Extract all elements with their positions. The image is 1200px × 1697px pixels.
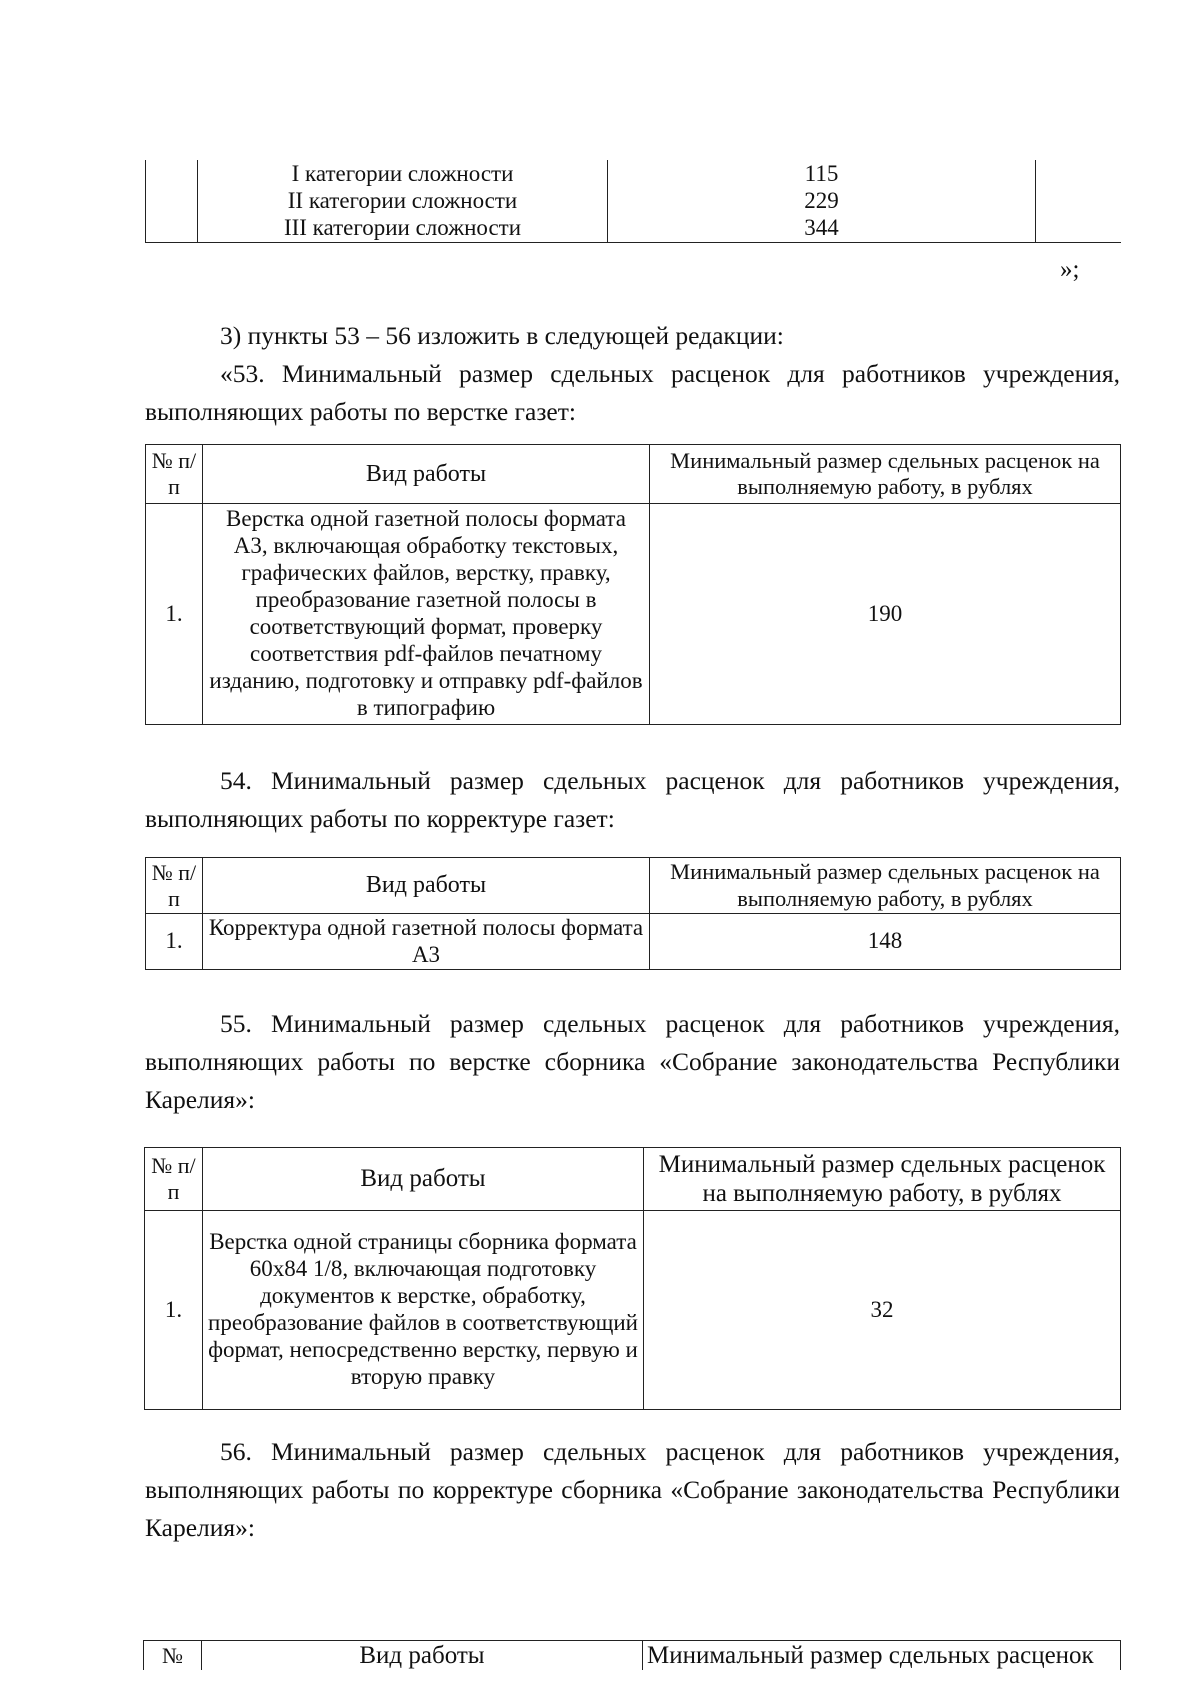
intro-paragraph [145, 317, 1120, 355]
table-header-row [146, 445, 1121, 504]
table-header-row [144, 1641, 1121, 1671]
row-number: 1. [145, 1211, 203, 1410]
table-row [146, 504, 1121, 725]
row-number: 1. [146, 914, 203, 970]
row-value: 148 [650, 914, 1121, 970]
header-work-type: Вид работы [202, 1641, 643, 1671]
header-number: № п/п [146, 858, 203, 914]
section-53-heading [145, 355, 1120, 431]
header-min-rate: Минимальный размер сдельных расценок [643, 1641, 1121, 1671]
continuation-number-cell [146, 160, 198, 243]
row-number: 1. [146, 504, 203, 725]
row-work: Верстка одной страницы сборника формата 60х84 1/8, включающая подготовку документов к верстке, обработку, преобразование файлов в соответствующий формат, непосредственно верстку, первую и вторую правку [203, 1211, 644, 1410]
category-value: 344 [804, 215, 839, 240]
category-label: I категории сложности [291, 161, 514, 186]
table-section-55 [144, 1147, 1121, 1410]
table-section-54 [145, 857, 1121, 970]
section-54-heading [145, 762, 1120, 838]
table-row [146, 914, 1121, 970]
category-value: 229 [804, 188, 839, 213]
header-min-rate: Минимальный размер сдельных расценок на выполняемую работу, в рублях [650, 445, 1121, 504]
header-min-rate: Минимальный размер сдельных расценок на выполняемую работу, в рублях [644, 1148, 1121, 1211]
header-work-type: Вид работы [203, 858, 650, 914]
header-min-rate: Минимальный размер сдельных расценок на выполняемую работу, в рублях [650, 858, 1121, 914]
table-row [145, 1211, 1121, 1410]
section-heading-text: 55. Минимальный размер сдельных расценок для работников учреждения, выполняющих работы по верстке сборника «Собрание законодательства Республики Карелия»: [145, 1009, 1120, 1114]
section-heading-text: «53. Минимальный размер сдельных расценок для работников учреждения, выполняющих работы по верстке газет: [145, 359, 1120, 426]
continuation-label-cell [198, 160, 608, 243]
section-55-heading [145, 1005, 1120, 1119]
row-work: Корректура одной газетной полосы формата А3 [203, 914, 650, 970]
table-section-53 [145, 444, 1121, 725]
table-header-row [146, 858, 1121, 914]
header-number: № п/п [146, 445, 203, 504]
row-value: 32 [644, 1211, 1121, 1410]
section-heading-text: 54. Минимальный размер сдельных расценок для работников учреждения, выполняющих работы по корректуре газет: [145, 766, 1120, 833]
closing-quote: »; [1060, 256, 1080, 283]
section-56-heading [145, 1433, 1120, 1547]
category-label: II категории сложности [287, 188, 518, 213]
header-number: № [144, 1641, 202, 1671]
row-work: Верстка одной газетной полосы формата А3, включающая обработку текстовых, графических файлов, верстку, правку, преобразование газетной полосы в соответствующий формат, проверку соответствия pdf-файлов печатному изданию, подготовку и отправку pdf-файлов в типографию [203, 504, 650, 725]
continuation-table [145, 160, 1121, 243]
section-heading-text: 56. Минимальный размер сдельных расценок для работников учреждения, выполняющих работы по корректуре сборника «Собрание законодательства Республики Карелия»: [145, 1437, 1120, 1542]
intro-text: 3) пункты 53 – 56 изложить в следующей редакции: [220, 321, 784, 350]
header-number: № п/п [145, 1148, 203, 1211]
header-work-type: Вид работы [203, 445, 650, 504]
table-section-56 [143, 1640, 1121, 1670]
table-header-row [145, 1148, 1121, 1211]
header-work-type: Вид работы [203, 1148, 644, 1211]
category-label: III категории сложности [283, 215, 522, 240]
continuation-empty-cell [1036, 160, 1121, 243]
continuation-value-cell [608, 160, 1036, 243]
category-value: 115 [804, 161, 839, 186]
row-value: 190 [650, 504, 1121, 725]
